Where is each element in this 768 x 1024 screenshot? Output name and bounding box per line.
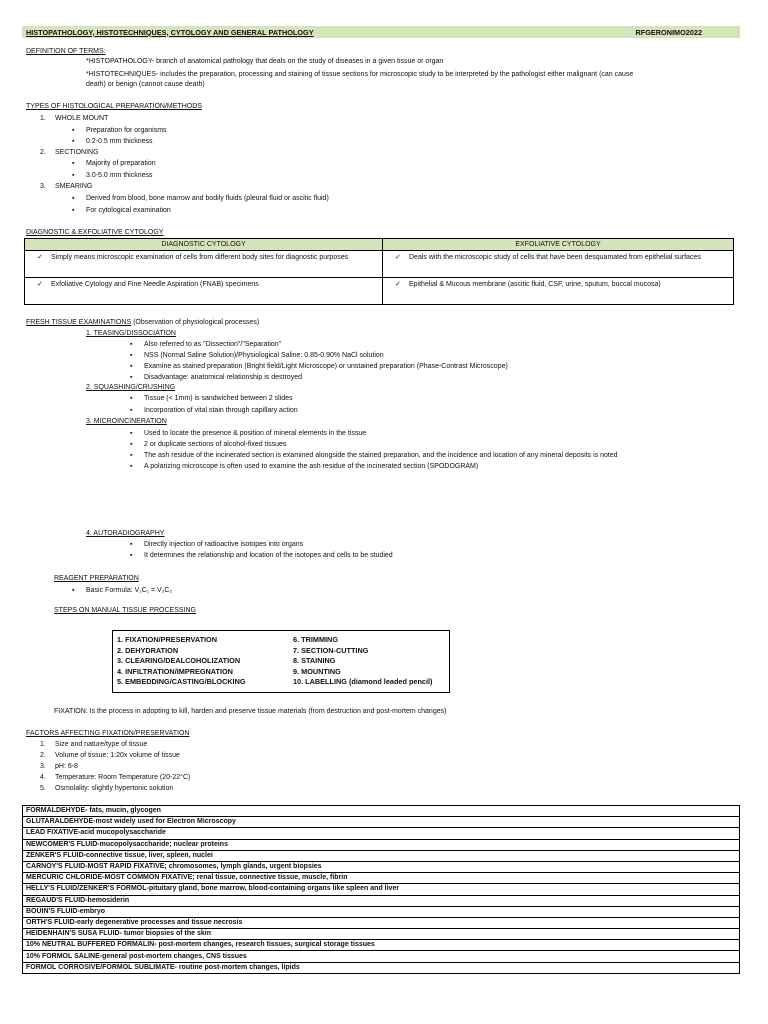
type-number: 3. — [40, 183, 46, 190]
step-item: 5. EMBEDDING/CASTING/BLOCKING — [117, 677, 246, 686]
factor-number: 1. — [40, 741, 46, 748]
cytology-heading: DIAGNOSTIC & EXFOLIATIVE CYTOLOGY — [26, 229, 164, 236]
fixative-cell: FORMOL CORROSIVE/FORMOL SUBLIMATE- routine post-mortem changes, lipids — [23, 962, 740, 973]
table-cell: ✓ Deals with the microscopic study of cells that have been desquamated from epithelial surfaces — [383, 251, 734, 278]
table-row — [23, 962, 740, 973]
microincineration-title: 3. MICROINCINERATION — [86, 418, 167, 425]
fresh-tissue-heading: FRESH TISSUE EXAMINATIONS (Observation of physiological processes) — [26, 319, 260, 326]
teasing-bullet: ▪ Examine as stained preparation (Bright field/Light Microscope) or unstained preparation (Phase-Contrast Microscope) — [144, 362, 508, 372]
teasing-bullet: ▪ Disadvantage: anatomical relationship is destroyed — [144, 373, 302, 383]
histopathology-definition: *HISTOPATHOLOGY- branch of anatomical pathology that deals on the study of diseases in a given tissue or organ — [86, 58, 444, 65]
teasing-bullet: ▪ NSS (Normal Saline Solution)/Physiological Saline: 0.85-0.90% NaCl solution — [144, 351, 384, 361]
fixative-cell: 10% FORMOL SALINE-general post-mortem changes, CNS tissues — [23, 951, 740, 962]
step-item: 2. DEHYDRATION — [117, 645, 179, 655]
table-row — [23, 828, 740, 839]
fixative-cell: 10% NEUTRAL BUFFERED FORMALIN- post-mortem changes, research tissues, surgical storage tissues — [23, 940, 740, 951]
factor-item: pH: 6-8 — [55, 763, 78, 770]
autoradiography-title: 4. AUTORADIOGRAPHY — [86, 530, 165, 537]
fixative-cell: HELLY'S FLUID/ZENKER'S FORMOL-pituitary gland, bone marrow, blood-containing organs like spleen and liver — [23, 884, 740, 895]
microincineration-bullet: ▪ A polarizing microscope is often used to examine the ash residue of the incinerated section (SPODOGRAM) — [144, 462, 478, 472]
step-item: 10. LABELLING (diamond leaded pencil) — [293, 677, 433, 686]
step-item: 3. CLEARING/DEALCOHOLIZATION — [117, 656, 241, 665]
microincineration-bullet: ▪ Used to locate the presence & position of mineral elements in the tissue — [144, 429, 366, 439]
factor-item: Osmolality: slightly hypertonic solution — [55, 785, 174, 792]
autoradiography-bullet: ▪ Directly injection of radioactive isotopes into organs — [144, 540, 303, 550]
table-row — [23, 895, 740, 906]
type-bullet: ▪ 0.2-0.5 mm thickness — [86, 137, 153, 147]
microincineration-bullet: ▪ 2 or duplicate sections of alcohol-fixed tissues — [144, 440, 286, 450]
squashing-title: 2. SQUASHING/CRUSHING — [86, 384, 176, 391]
fixative-cell: NEWCOMER'S FLUID-mucopolysaccharide; nuclear proteins — [23, 839, 740, 850]
table-row — [23, 940, 740, 951]
fixation-definition: FIXATION: Is the process in adopting to kill, harden and preserve tissue materials (from destruction and post-mortem changes) — [54, 708, 447, 715]
table-cell: ✓ Exfoliative Cytology and Fine Needle Aspiration (FNAB) specimens — [25, 278, 383, 305]
check-icon: ✓ — [37, 254, 43, 261]
type-name: WHOLE MOUNT — [55, 115, 109, 122]
fixative-cell: ORTH'S FLUID-early degenerative processes and tissue necrosis — [23, 917, 740, 928]
table-row — [23, 917, 740, 928]
definitions-heading: DEFINITION OF TERMS: — [26, 48, 106, 55]
table-cell: ✓ Epithelial & Mucous membrane (ascitic fluid, CSF, urine, sputum, buccal mucosa) — [383, 278, 734, 305]
type-bullet: ▪ Derived from blood, bone marrow and bodily fluids (pleural fluid or ascitic fluid) — [86, 194, 329, 204]
table-row — [23, 806, 740, 817]
fixative-cell: LEAD FIXATIVE-acid mucopolysaccharide — [23, 828, 740, 839]
author-tag: RFGERONIMO2022 — [635, 27, 702, 37]
fixative-cell: BOUIN'S FLUID-embryo — [23, 906, 740, 917]
teasing-bullet: ▪ Also referred to as "Dissection"/"Separation" — [144, 340, 281, 350]
squashing-bullet: ▪ Incorporation of vital stain through capillary action — [144, 406, 298, 416]
factor-item: Temperature: Room Temperature (20-22°C) — [55, 774, 191, 781]
table-row — [23, 884, 740, 895]
step-item: 9. MOUNTING — [293, 666, 341, 676]
table-row — [23, 929, 740, 940]
type-name: SMEARING — [55, 183, 93, 190]
factor-number: 2. — [40, 752, 46, 759]
table-row — [23, 873, 740, 884]
type-number: 2. — [40, 149, 46, 156]
fixative-cell: GLUTARALDEHYDE-most widely used for Electron Microscopy — [23, 817, 740, 828]
factor-number: 4. — [40, 774, 46, 781]
cytology-table — [24, 238, 734, 305]
fixative-cell: MERCURIC CHLORIDE-MOST COMMON FIXATIVE; renal tissue, connective tissue, muscle, fibrin — [23, 873, 740, 884]
factor-item: Size and nature/type of tissue — [55, 741, 148, 748]
step-item: 7. SECTION-CUTTING — [293, 645, 369, 655]
table-row — [23, 850, 740, 861]
autoradiography-bullet: ▪ It determines the relationship and location of the isotopes and cells to be studied — [144, 551, 393, 561]
table-row — [23, 951, 740, 962]
factor-item: Volume of tissue: 1:20x volume of tissue — [55, 752, 180, 759]
factor-number: 5. — [40, 785, 46, 792]
exfoliative-column-header: EXFOLIATIVE CYTOLOGY — [383, 239, 734, 251]
diagnostic-column-header: DIAGNOSTIC CYTOLOGY — [25, 239, 383, 251]
reagent-formula: ▪ Basic Formula: V₁C₁ = V₂C₂ — [86, 586, 172, 596]
table-row — [23, 861, 740, 872]
page-header — [22, 26, 740, 38]
fixative-cell: REGAUD'S FLUID-hemosiderin — [23, 895, 740, 906]
type-bullet: ▪ Majority of preparation — [86, 159, 156, 169]
reagent-heading: REAGENT PREPARATION — [54, 575, 139, 582]
type-bullet: ▪ 3.0-5.0 mm thickness — [86, 171, 153, 181]
factors-heading: FACTORS AFFECTING FIXATION/PRESERVATION — [26, 730, 190, 737]
document-title: HISTOPATHOLOGY, HISTOTECHNIQUES, CYTOLOGY AND GENERAL PATHOLOGY — [26, 27, 314, 37]
check-icon: ✓ — [395, 254, 401, 261]
histotechniques-definition: *HISTOTECHNIQUES- includes the preparation, processing and staining of tissue sections for microscopic study to be interpreted by the pathologist either malignant (can cause — [86, 71, 634, 78]
microincineration-bullet: ▪ The ash residue of the incinerated section is examined alongside the stained preparation, and the incidence and location of any mineral deposits is noted — [144, 451, 618, 461]
steps-heading: STEPS ON MANUAL TISSUE PROCESSING — [54, 607, 196, 614]
check-icon: ✓ — [395, 281, 401, 288]
fixative-cell: HEIDENHAIN'S SUSA FLUID- tumor biopsies of the skin — [23, 929, 740, 940]
histotechniques-definition-cont: death) or benign (cannot cause death) — [86, 81, 205, 88]
teasing-title: 1. TEASING/DISSOCIATION — [86, 330, 176, 337]
step-item: 6. TRIMMING — [293, 635, 338, 644]
table-cell: ✓ Simply means microscopic examination of cells from different body sites for diagnostic purposes — [25, 251, 383, 278]
fixative-cell: ZENKER'S FLUID-connective tissue, liver, spleen, nuclei — [23, 850, 740, 861]
fixative-cell: FORMALDEHYDE- fats, mucin, glycogen — [23, 806, 740, 817]
steps-box — [112, 630, 450, 693]
type-number: 1. — [40, 115, 46, 122]
check-icon: ✓ — [37, 281, 43, 288]
table-row — [23, 817, 740, 828]
types-heading: TYPES OF HISTOLOGICAL PREPARATION/METHODS — [26, 103, 202, 110]
step-item: 4. INFILTRATION/IMPREGNATION — [117, 666, 233, 676]
factor-number: 3. — [40, 763, 46, 770]
squashing-bullet: ▪ Tissue (< 1mm) is sandwiched between 2 slides — [144, 394, 293, 404]
fixatives-table — [22, 805, 740, 974]
fixative-cell: CARNOY'S FLUID-MOST RAPID FIXATIVE; chromosomes, lymph glands, urgent biopsies — [23, 861, 740, 872]
type-name: SECTIONING — [55, 149, 99, 156]
table-row — [23, 906, 740, 917]
step-item: 8. STAINING — [293, 656, 336, 665]
step-item: 1. FIXATION/PRESERVATION — [117, 635, 218, 644]
table-row — [23, 839, 740, 850]
type-bullet: ▪ Preparation for organisms — [86, 126, 167, 136]
type-bullet: ▪ For cytological examination — [86, 206, 171, 216]
